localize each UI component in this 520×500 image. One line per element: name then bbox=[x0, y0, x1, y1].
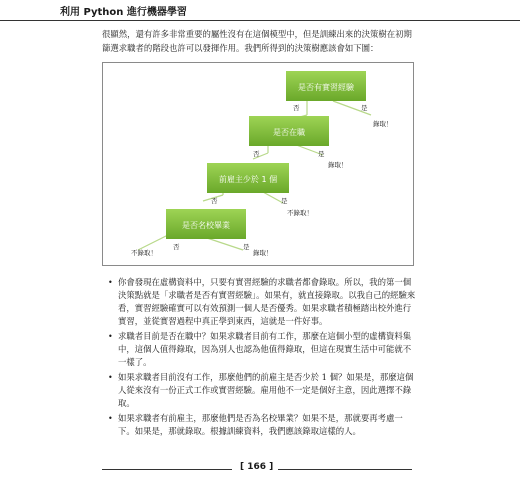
edge-label-no: 否 bbox=[293, 104, 300, 112]
result-label: 錄取！ bbox=[373, 120, 393, 128]
header-title: 利用 Python 進行機器學習 bbox=[60, 7, 187, 18]
decision-tree-diagram bbox=[103, 63, 413, 265]
list-item-text: 如果求職者目前沒有工作，那麼他們的前雇主是否少於 1 個？如果是，那麼這個人從來沒有一份正式工作或實習經驗。雇用他不一定是個好主意，因此選擇不錄取。 bbox=[118, 372, 414, 408]
node-label: 是否在職 bbox=[273, 128, 305, 137]
result-label: 不錄取！ bbox=[287, 209, 313, 217]
intro-paragraph: 很顯然，還有許多非常重要的屬性沒有在這個模型中，但是訓練出來的決策樹在初期篩選求職者的階段也許可以發揮作用。我們所得到的決策樹應該會如下圖： bbox=[102, 29, 412, 53]
list-item bbox=[108, 276, 418, 328]
list-item bbox=[108, 330, 418, 369]
edge-label-no: 否 bbox=[253, 150, 260, 158]
list-item-text: 如果求職者有前雇主，那麼他們是否為名校畢業？如果不是，那就要再考慮一下。如果是，那就錄取。根據訓練資料，我們應該錄取這樣的人。 bbox=[118, 413, 403, 436]
footer-rule-left bbox=[102, 469, 232, 470]
edge-label-no: 否 bbox=[211, 197, 218, 205]
page-number: [ 166 ] bbox=[240, 462, 274, 472]
edge-label-no: 否 bbox=[173, 243, 180, 251]
edge-label-yes: 是 bbox=[281, 197, 288, 205]
tree-node-currently-employed bbox=[249, 116, 329, 146]
footer-rule-right bbox=[278, 469, 412, 470]
list-item bbox=[108, 412, 418, 438]
node-label: 前雇主少於 1 個 bbox=[218, 175, 278, 184]
tree-node-prior-employers bbox=[207, 163, 289, 193]
result-label: 錄取！ bbox=[253, 249, 273, 257]
tree-node-top-school bbox=[166, 209, 246, 239]
bullet-icon: • bbox=[108, 278, 113, 287]
edge-label-yes: 是 bbox=[318, 150, 325, 158]
explanation-list bbox=[108, 276, 418, 440]
list-item-text: 你會發現在虛構資料中，只要有實習經驗的求職者都會錄取。所以，我的第一個決策點就是「求職者是否有實習經驗」。如果有，就直接錄取。以我自己的經驗來看，實習經驗確實可以有效預測一個人是否優秀。如果求職者積極踏出校外進行實習，並從實習過程中真正學到東西，這就是一件好事。 bbox=[118, 277, 416, 326]
running-header bbox=[0, 0, 520, 21]
result-label: 不錄取！ bbox=[131, 249, 157, 257]
list-item-text: 求職者目前是否在職中？如果求職者目前有工作，那麼在這個小型的虛構資料集中，這個人值得錄取，因為別人也認為他值得錄取，但這在現實生活中可能就不一樣了。 bbox=[118, 331, 412, 367]
edge-label-yes: 是 bbox=[361, 104, 368, 112]
decision-tree-figure bbox=[102, 62, 414, 266]
edge-node4-no bbox=[138, 235, 168, 250]
page-footer bbox=[0, 462, 520, 476]
edge-label-yes: 是 bbox=[243, 243, 250, 251]
list-item bbox=[108, 371, 418, 410]
node-label: 是否有實習經驗 bbox=[298, 83, 354, 92]
result-label: 錄取！ bbox=[328, 161, 348, 169]
tree-node-has-internship bbox=[286, 71, 366, 101]
bullet-icon: • bbox=[108, 414, 113, 423]
bullet-icon: • bbox=[108, 373, 113, 382]
node-label: 是否名校畢業 bbox=[182, 221, 230, 230]
bullet-icon: • bbox=[108, 332, 113, 341]
